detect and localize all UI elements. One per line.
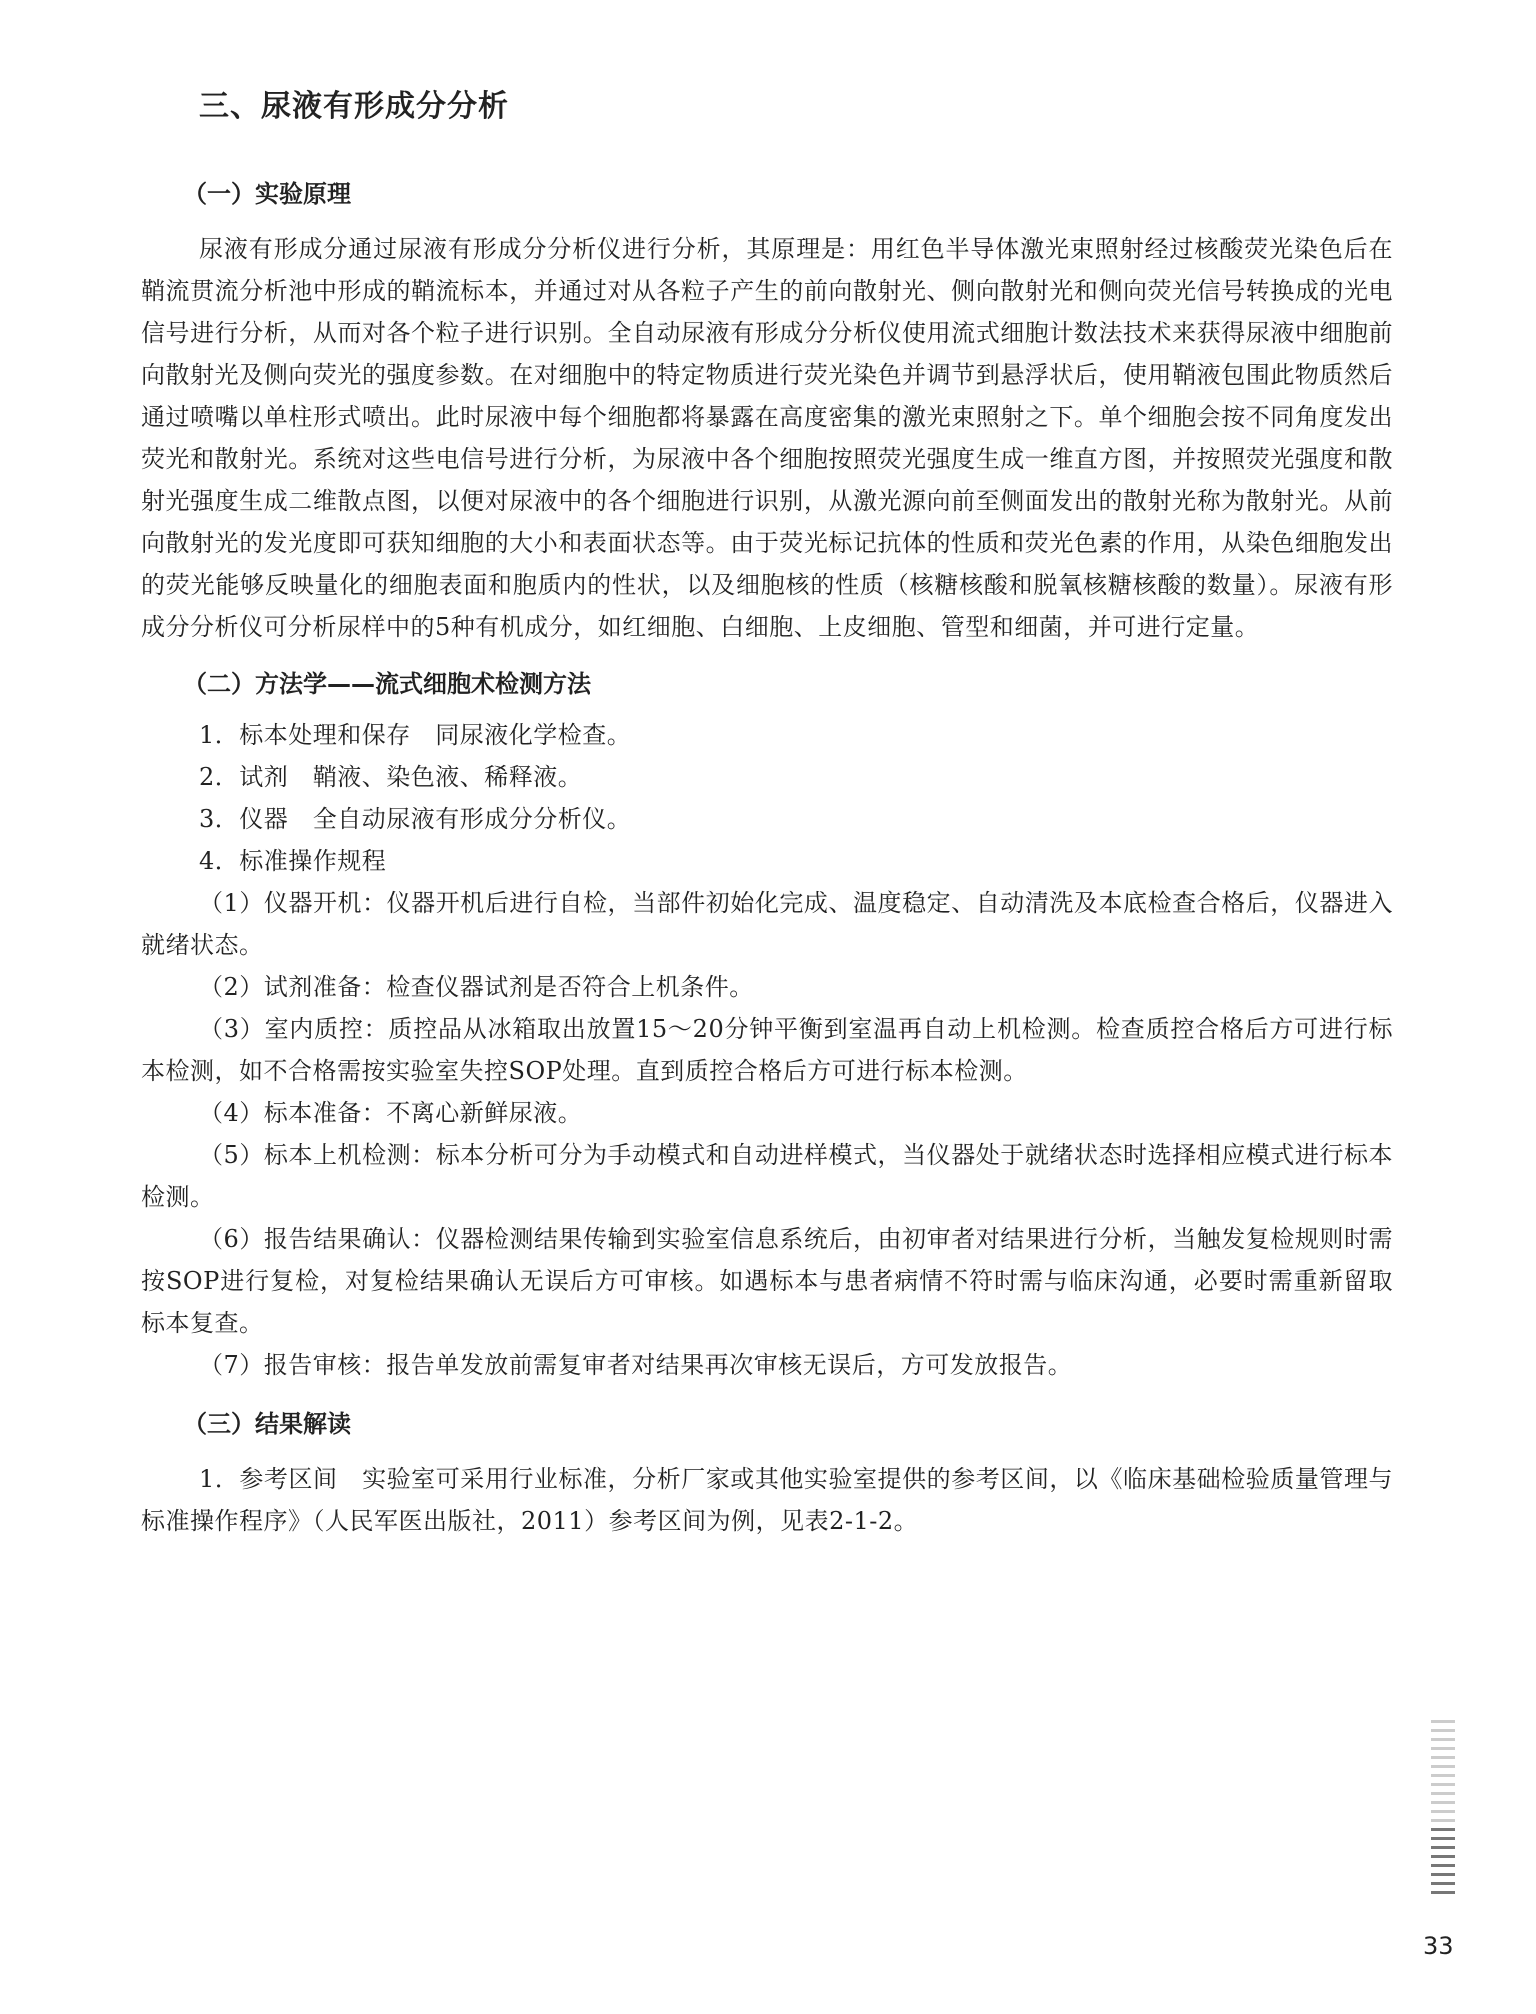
list-item-sop: 4．标准操作规程	[199, 847, 387, 875]
sop-step-5: （5）标本上机检测：标本分析可分为手动模式和自动进样模式，当仪器处于就绪状态时选择相应模式进行标本检测。	[141, 1141, 1393, 1211]
sop-step-2: （2）试剂准备：检查仪器试剂是否符合上机条件。	[199, 973, 754, 1001]
sop-step-1: （1）仪器开机：仪器开机后进行自检，当部件初始化完成、温度稳定、自动清洗及本底检查合格后，仪器进入就绪状态。	[141, 889, 1393, 959]
paragraph: 尿液有形成分通过尿液有形成分分析仪进行分析，其原理是：用红色半导体激光束照射经过核酸荧光染色后在鞘流贯流分析池中形成的鞘流标本，并通过对从各粒子产生的前向散射光、侧向散射光和侧向荧光信号转换成的光电信号进行分析，从而对各个粒子进行识别。全自动尿液有形成分分析仪使用流式细胞计数法技术来获得尿液中细胞前向散射光及侧向荧光的强度参数。在对细胞中的特定物质进行荧光染色并调节到悬浮状后，使用鞘液包围此物质然后通过喷嘴以单柱形式喷出。此时尿液中每个细胞都将暴露在高度密集的激光束照射之下。单个细胞会按不同角度发出荧光和散射光。系统对这些电信号进行分析，为尿液中各个细胞按照荧光强度生成一维直方图，并按照荧光强度和散射光强度生成二维散点图，以便对尿液中的各个细胞进行识别，从激光源向前至侧面发出的散射光称为散射光。从前向散射光的发光度即可获知细胞的大小和表面状态等。由于荧光标记抗体的性质和荧光色素的作用，从染色细胞发出的荧光能够反映量化的细胞表面和胞质内的性状，以及细胞核的性质（核糖核酸和脱氧核糖核酸的数量）。尿液有形成分分析仪可分析尿样中的5种有机成分，如红细胞、白细胞、上皮细胞、管型和细菌，并可进行定量。	[141, 235, 1393, 641]
page-edge-marks	[1431, 1720, 1455, 1900]
subsection-title-methodology: （二）方法学——流式细胞术检测方法	[183, 670, 591, 698]
sop-step-4: （4）标本准备：不离心新鲜尿液。	[199, 1099, 583, 1127]
sop-step-7: （7）报告审核：报告单发放前需复审者对结果再次审核无误后，方可发放报告。	[199, 1351, 1073, 1379]
paragraph-reference-interval: 1．参考区间 实验室可采用行业标准，分析厂家或其他实验室提供的参考区间，以《临床基础检验质量管理与标准操作程序》（人民军医出版社，2011）参考区间为例，见表2-1-2。	[141, 1465, 1393, 1535]
subsection-title-interpretation: （三）结果解读	[183, 1410, 351, 1438]
subsection-title-principle: （一）实验原理	[183, 180, 351, 208]
list-item-instrument: 3．仪器 全自动尿液有形成分分析仪。	[199, 805, 632, 833]
sop-step-6: （6）报告结果确认：仪器检测结果传输到实验室信息系统后，由初审者对结果进行分析，当触发复检规则时需按SOP进行复检，对复检结果确认无误后方可审核。如遇标本与患者病情不符时需与临床沟通，必要时需重新留取标本复查。	[141, 1225, 1393, 1337]
sop-step-3: （3）室内质控：质控品从冰箱取出放置15～20分钟平衡到室温再自动上机检测。检查质控合格后方可进行标本检测，如不合格需按实验室失控SOP处理。直到质控合格后方可进行标本检测。	[141, 1015, 1393, 1085]
page-content	[141, 82, 1393, 1542]
section-title: 三、尿液有形成分分析	[199, 89, 509, 124]
list-item-specimen: 1．标本处理和保存 同尿液化学检查。	[199, 721, 632, 749]
list-item-reagent: 2．试剂 鞘液、染色液、稀释液。	[199, 763, 583, 791]
page-number: 33	[1423, 1932, 1454, 1960]
